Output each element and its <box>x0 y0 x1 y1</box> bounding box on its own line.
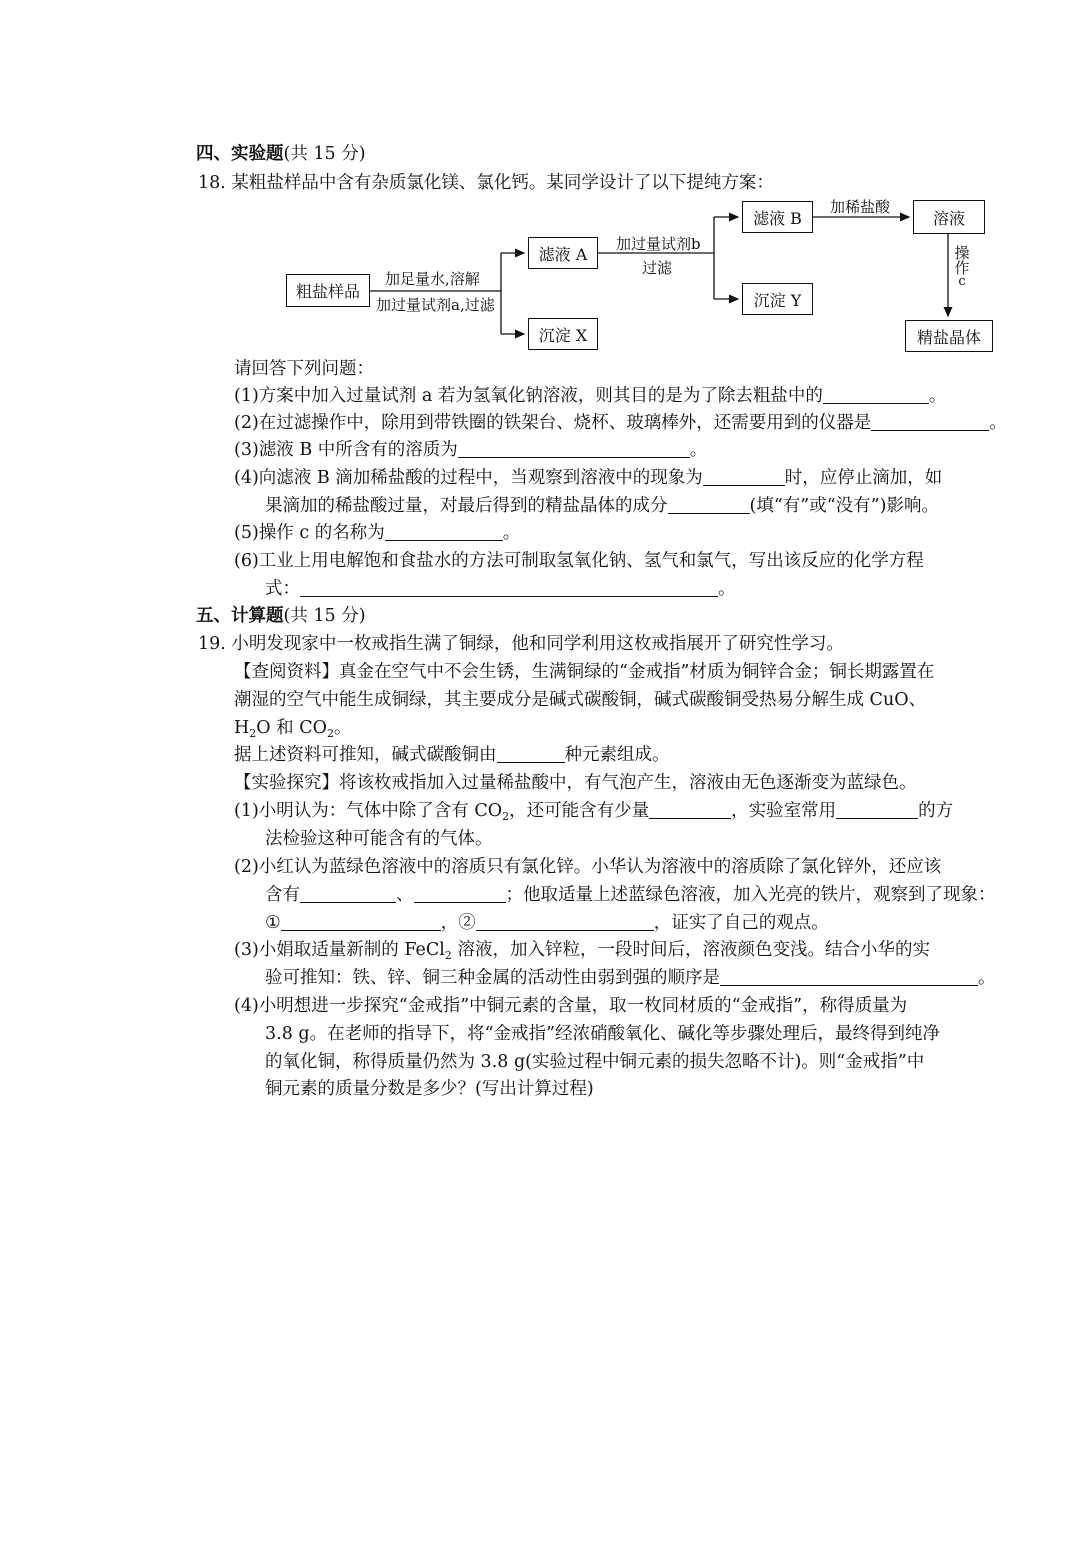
q18-part6-line1: (6)工业上用电解饱和食盐水的方法可制取氢氧化钠、氢气和氯气，写出该反应的化学方程 <box>234 551 924 571</box>
q19-part3-line1 <box>234 938 930 962</box>
q18-intro-text: 某粗盐样品中含有杂质氯化镁、氯化钙。某同学设计了以下提纯方案： <box>231 173 774 193</box>
q18-part4-text1: (4)向滤液 B 滴加稀盐酸的过程中，当观察到溶液中的现象为 <box>234 468 703 488</box>
q19-info-sub2: 2 <box>326 727 334 740</box>
q19-part4-line4: 铜元素的质量分数是多少？(写出计算过程) <box>265 1079 594 1099</box>
q19-part2-mark2: ，② <box>440 913 476 933</box>
q19-info-line3 <box>234 716 351 740</box>
q19-part4-line1: (4)小明想进一步探究“金戒指”中铜元素的含量，取一枚同材质的“金戒指”，称得质量为 <box>234 996 908 1016</box>
q19-deduce-blank[interactable] <box>497 744 565 763</box>
q18-part5 <box>234 521 520 545</box>
q18-part5-text: (5)操作 c 的名称为 <box>234 523 385 543</box>
q19-part3-line2 <box>265 966 996 990</box>
q18-part3 <box>234 438 707 462</box>
q19-part2-blank1[interactable] <box>300 884 396 903</box>
flow-label-step3: 加稀盐酸 <box>830 198 891 216</box>
flow-box-solution: 溶液 <box>913 200 985 234</box>
section4-title: 四、实验题 <box>196 144 284 164</box>
q19-deduce-text: 据上述资料可推知，碱式碳酸铜由 <box>234 745 497 765</box>
q19-number: 19. <box>198 634 226 654</box>
q19-part1-blank2[interactable] <box>836 800 918 819</box>
q19-part3-text2: 溶液，加入锌粒，一段时间后，溶液颜色变浅。结合小华的实 <box>451 940 930 960</box>
q19-info-line2: 潮湿的空气中能生成铜绿，其主要成分是碱式碳酸铜，碱式碳酸铜受热易分解生成 CuO、 <box>234 690 927 710</box>
q19-part4-line3: 的氧化铜，称得质量仍然为 3.8 g(实验过程中铜元素的损失忽略不计)。则“金戒指”中 <box>265 1052 925 1072</box>
flow-label-op-c-1: 操 <box>954 244 970 262</box>
q18-part4-text3: 果滴加的稀盐酸过量，对最后得到的精盐晶体的成分 <box>265 496 668 516</box>
section5-title: 五、计算题 <box>196 606 284 626</box>
q19-part3-text3: 验可推知：铁、锌、铜三种金属的活动性由弱到强的顺序是 <box>265 968 720 988</box>
section5-heading <box>196 604 366 628</box>
flow-box-filtrate-a: 滤液 A <box>528 237 598 269</box>
q19-info-sub1: 2 <box>249 727 257 740</box>
q18-prompt: 请回答下列问题： <box>234 359 374 379</box>
q18-part3-blank[interactable] <box>458 439 690 458</box>
flow-box-precipitate-x: 沉淀 X <box>528 318 598 350</box>
q19-part2-line1: (2)小红认为蓝绿色溶液中的溶质只有氯化锌。小华认为溶液中的溶质除了氯化锌外，还应该 <box>234 857 942 877</box>
flow-label-step2-bottom: 过滤 <box>642 259 673 277</box>
q18-part4-text4: (填“有”或“没有”)影响。 <box>749 496 939 516</box>
q18-part2 <box>234 411 1007 435</box>
q18-part6-line2 <box>265 577 736 601</box>
q19-part2-line2 <box>265 883 996 907</box>
q18-part1-blank[interactable] <box>823 385 929 404</box>
q18-part2-text: (2)在过滤操作中，除用到带铁圈的铁架台、烧杯、玻璃棒外，还需要用到的仪器是 <box>234 413 872 433</box>
flow-label-op-c-3: c <box>958 274 966 289</box>
flow-label-step1-top: 加足量水,溶解 <box>385 270 480 288</box>
flow-box-sample: 粗盐样品 <box>286 274 370 307</box>
q18-part1-text: (1)方案中加入过量试剂 a 若为氢氧化钠溶液，则其目的是为了除去粗盐中的 <box>234 386 823 406</box>
q18-part4-blank2[interactable] <box>668 495 750 514</box>
q18-flow-arrows <box>0 0 1065 360</box>
flow-label-op-c <box>954 246 970 288</box>
flow-box-precipitate-y: 沉淀 Y <box>742 283 813 315</box>
q19-part2-line3 <box>265 911 829 935</box>
q19-part2-text4: ，证实了自己的观点。 <box>653 913 829 933</box>
q18-part3-text: (3)滤液 B 中所含有的溶质为 <box>234 440 458 460</box>
q18-part5-end: 。 <box>502 523 521 543</box>
q19-part2-mark1: ① <box>265 913 281 933</box>
flow-box-filtrate-b: 滤液 B <box>742 201 813 233</box>
flow-box-product: 精盐晶体 <box>905 320 993 352</box>
q19-part2-blank2[interactable] <box>414 884 506 903</box>
q19-part3-blank[interactable] <box>720 967 978 986</box>
q18-part4-line2 <box>265 494 939 518</box>
q18-part1 <box>234 384 946 408</box>
q18-part6-end: 。 <box>718 579 736 599</box>
q19-intro-text: 小明发现家中一枚戒指生满了铜绿，他和同学利用这枚戒指展开了研究性学习。 <box>231 634 844 654</box>
q19-part1-line2: 法检验这种可能含有的气体。 <box>265 829 493 849</box>
q19-part1-blank1[interactable] <box>649 800 731 819</box>
flow-label-step1-bottom: 加过量试剂a,过滤 <box>376 296 495 314</box>
section5-score: (共 15 分) <box>283 606 366 626</box>
q19-part1-text4: 的方 <box>918 801 954 821</box>
q19-part3-sub: 2 <box>444 949 452 962</box>
q19-part2-blank4[interactable] <box>476 912 654 931</box>
q18-part2-end: 。 <box>989 413 1007 433</box>
section4-score: (共 15 分) <box>283 144 366 164</box>
q19-part1-text1: (1)小明认为：气体中除了含有 CO <box>234 801 503 821</box>
q19-part1-line1 <box>234 799 953 823</box>
q19-info-mid: O 和 CO <box>256 718 327 738</box>
q18-part5-blank[interactable] <box>385 522 503 541</box>
q19-part4-line2: 3.8 g。在老师的指导下，将“金戒指”经浓硝酸氧化、碱化等步骤处理后，最终得到纯净 <box>265 1024 940 1044</box>
flow-label-step2-top: 加过量试剂b <box>616 235 701 253</box>
q19-part2-text3: ；他取适量上述蓝绿色溶液，加入光亮的铁片，观察到了现象： <box>505 885 996 905</box>
q19-part1-sub: 2 <box>502 810 510 823</box>
q19-info-line1: 【查阅资料】真金在空气中不会生锈，生满铜绿的“金戒指”材质为铜锌合金；铜长期露置在 <box>234 662 935 682</box>
q18-part4-line1 <box>234 466 942 490</box>
q19-explore: 【实验探究】将该枚戒指加入过量稀盐酸中，有气泡产生，溶液由无色逐渐变为蓝绿色。 <box>234 773 917 793</box>
q19-part2-text1: 含有 <box>265 885 300 905</box>
q18-part1-end: 。 <box>928 386 947 406</box>
q18-part4-text2: 时，应停止滴加，如 <box>784 468 943 488</box>
q19-part3-text1: (3)小娟取适量新制的 FeCl <box>234 940 445 960</box>
q19-info-end: 。 <box>333 718 352 738</box>
flow-label-op-c-2: 作 <box>954 259 970 277</box>
q18-part6-blank[interactable] <box>300 578 718 597</box>
q19-info-h: H <box>234 718 250 738</box>
q18-part6-text: 式： <box>265 579 300 599</box>
q18-part3-end: 。 <box>689 440 708 460</box>
q19-part1-text3: ，实验室常用 <box>731 801 837 821</box>
q19-part3-end: 。 <box>978 968 996 988</box>
q18-number: 18. <box>198 173 226 193</box>
q19-intro <box>198 632 844 656</box>
q18-part4-blank1[interactable] <box>703 467 785 486</box>
q19-part1-text2: ，还可能含有少量 <box>509 801 650 821</box>
q19-deduce-end: 种元素组成。 <box>564 745 670 765</box>
q19-part2-blank3[interactable] <box>281 912 441 931</box>
q19-deduce <box>234 743 670 767</box>
q19-part2-text2: 、 <box>396 885 414 905</box>
q18-part2-blank[interactable] <box>871 412 989 431</box>
